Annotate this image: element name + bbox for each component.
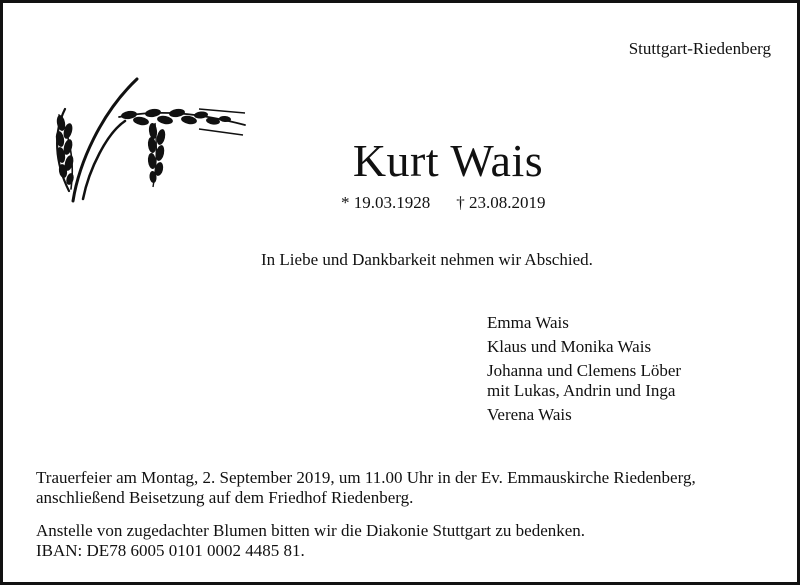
- life-dates: [341, 193, 546, 213]
- deceased-name: Kurt Wais: [352, 135, 544, 186]
- funeral-details-line: anschließend Beisetzung auf dem Friedhof Riedenberg.: [36, 488, 414, 507]
- mourner-entry: Emma Wais: [487, 313, 569, 332]
- donation-request: [36, 521, 585, 561]
- donation-text: Anstelle von zugedachter Blumen bitten wir die Diakonie Stuttgart zu bedenken.: [36, 521, 586, 540]
- mourner-entry: Klaus und Monika Wais: [487, 337, 652, 356]
- funeral-details: [36, 468, 696, 508]
- mourner-entry: mit Lukas, Andrin und Inga: [487, 381, 676, 400]
- farewell-message: In Liebe und Dankbarkeit nehmen wir Abschied.: [261, 250, 593, 269]
- death-date: † 23.08.2019: [456, 193, 546, 212]
- location-label: Stuttgart-Riedenberg: [628, 39, 771, 58]
- mourner-entry: Johanna und Clemens Löber: [487, 361, 682, 380]
- funeral-details-line: Trauerfeier am Montag, 2. September 2019, um 11.00 Uhr in der Ev. Emmauskirche Riedenberg,: [36, 468, 696, 487]
- mourner-entry: Verena Wais: [487, 405, 572, 424]
- mourners-list: [487, 313, 681, 429]
- iban-text: IBAN: DE78 6005 0101 0002 4485 81.: [36, 541, 305, 560]
- birth-date: * 19.03.1928: [341, 193, 431, 212]
